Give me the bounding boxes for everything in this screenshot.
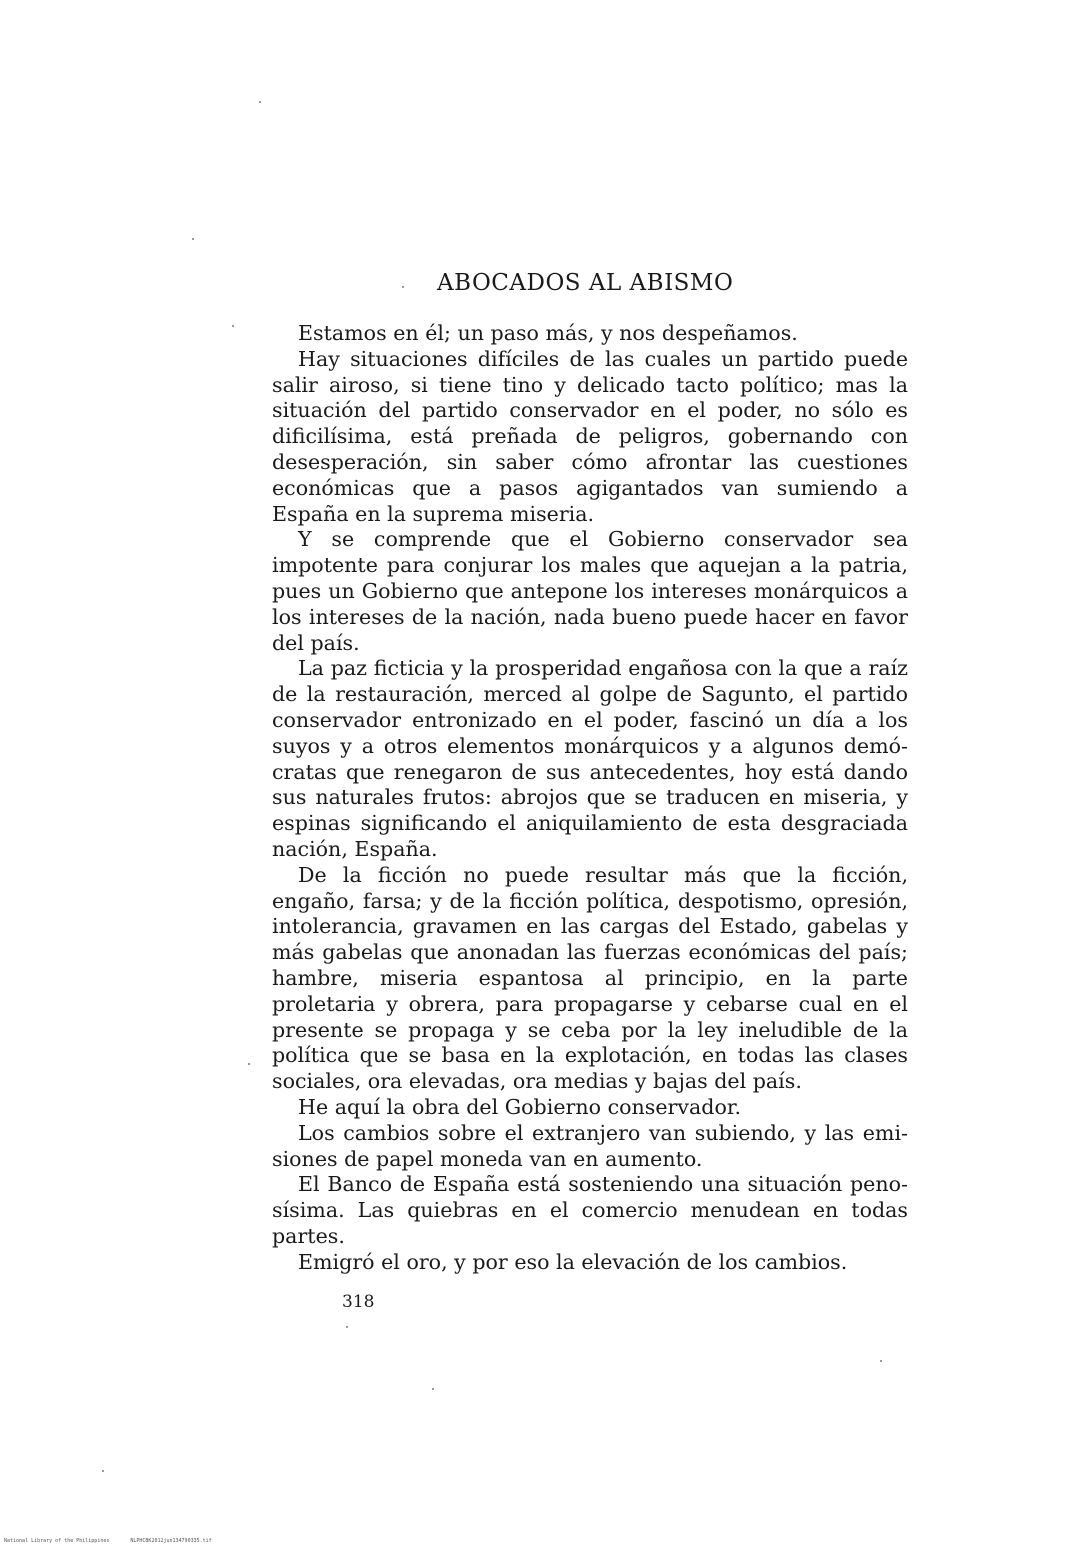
scan-speck	[259, 101, 261, 103]
paragraph: El Banco de España está sosteniendo una situación penosísima. Las quiebras en el comercio menudean en todas partes.	[272, 1172, 908, 1248]
library-credit: National Library of the Philippines	[4, 1538, 110, 1544]
scan-speck	[880, 1360, 882, 1362]
chapter-title: ABOCADOS AL ABISMO	[437, 270, 734, 296]
scan-speck	[192, 238, 194, 240]
page-number: 318	[342, 1292, 375, 1312]
paragraph: He aquí la obra del Gobierno conservador.	[298, 1094, 741, 1119]
paragraph: La paz ficticia y la prosperidad engañosa con la que a raíz de la restauración, merced al golpe de Sagunto, el partido conservador entronizado en el poder, fascinó un día a los suyos y a otros elementos monárquicos y a algunos demócratas que renegaron de sus antecedentes, hoy está dando sus naturales frutos: abrojos que se traducen en miseria, y espinas significando el aniquilamiento de esta desgraciada nación, España.	[272, 656, 908, 861]
paragraph: De la ficción no puede resultar más que la ficción, engaño, farsa; y de la ficción política, despotismo, opresión, intolerancia, gravamen en las cargas del Estado, gabelas y más gabelas que anonadan las fuerzas económicas del país; hambre, miseria espantosa al principio, en la parte proletaria y obrera, para propagarse y cebarse cual en el presente se propaga y se ceba por la ley ineludible de la política que se basa en la explotación, en todas las clases sociales, ora elevadas, ora medias y bajas del país.	[272, 862, 908, 1094]
paragraph: Y se comprende que el Gobierno conservador sea impotente para conjurar los males que aquejan a la patria, pues un Gobierno que antepone los intereses monárquicos a los intereses de la nación, nada bueno puede hacer en favor del país.	[272, 527, 908, 655]
body-text	[272, 321, 908, 1275]
paragraph: Estamos en él; un paso más, y nos despeñamos.	[298, 321, 798, 345]
scan-speck	[102, 1470, 104, 1472]
scan-speck	[402, 286, 404, 288]
scan-speck	[248, 1063, 250, 1065]
scan-id: NLPHCBK2012jun134790335.tif	[130, 1538, 212, 1544]
scan-footer	[4, 1538, 230, 1544]
paragraph: Hay situaciones difíciles de las cuales un partido puede salir airoso, si tiene tino y delicado tacto político; mas la situación del partido conservador en el poder, no sólo es dificilísima, está preñada de peligros, gobernando con desesperación, sin saber cómo afrontar las cuestiones económicas que a pasos agigantados van sumiendo a España en la suprema miseria.	[272, 346, 908, 526]
scan-speck	[346, 1326, 348, 1328]
scan-speck	[232, 325, 234, 327]
scan-speck	[432, 1388, 434, 1390]
paragraph: Los cambios sobre el extranjero van subiendo, y las emisiones de papel moneda van en aumento.	[272, 1120, 908, 1171]
paragraph: Emigró el oro, y por eso la elevación de los cambios.	[298, 1249, 848, 1274]
